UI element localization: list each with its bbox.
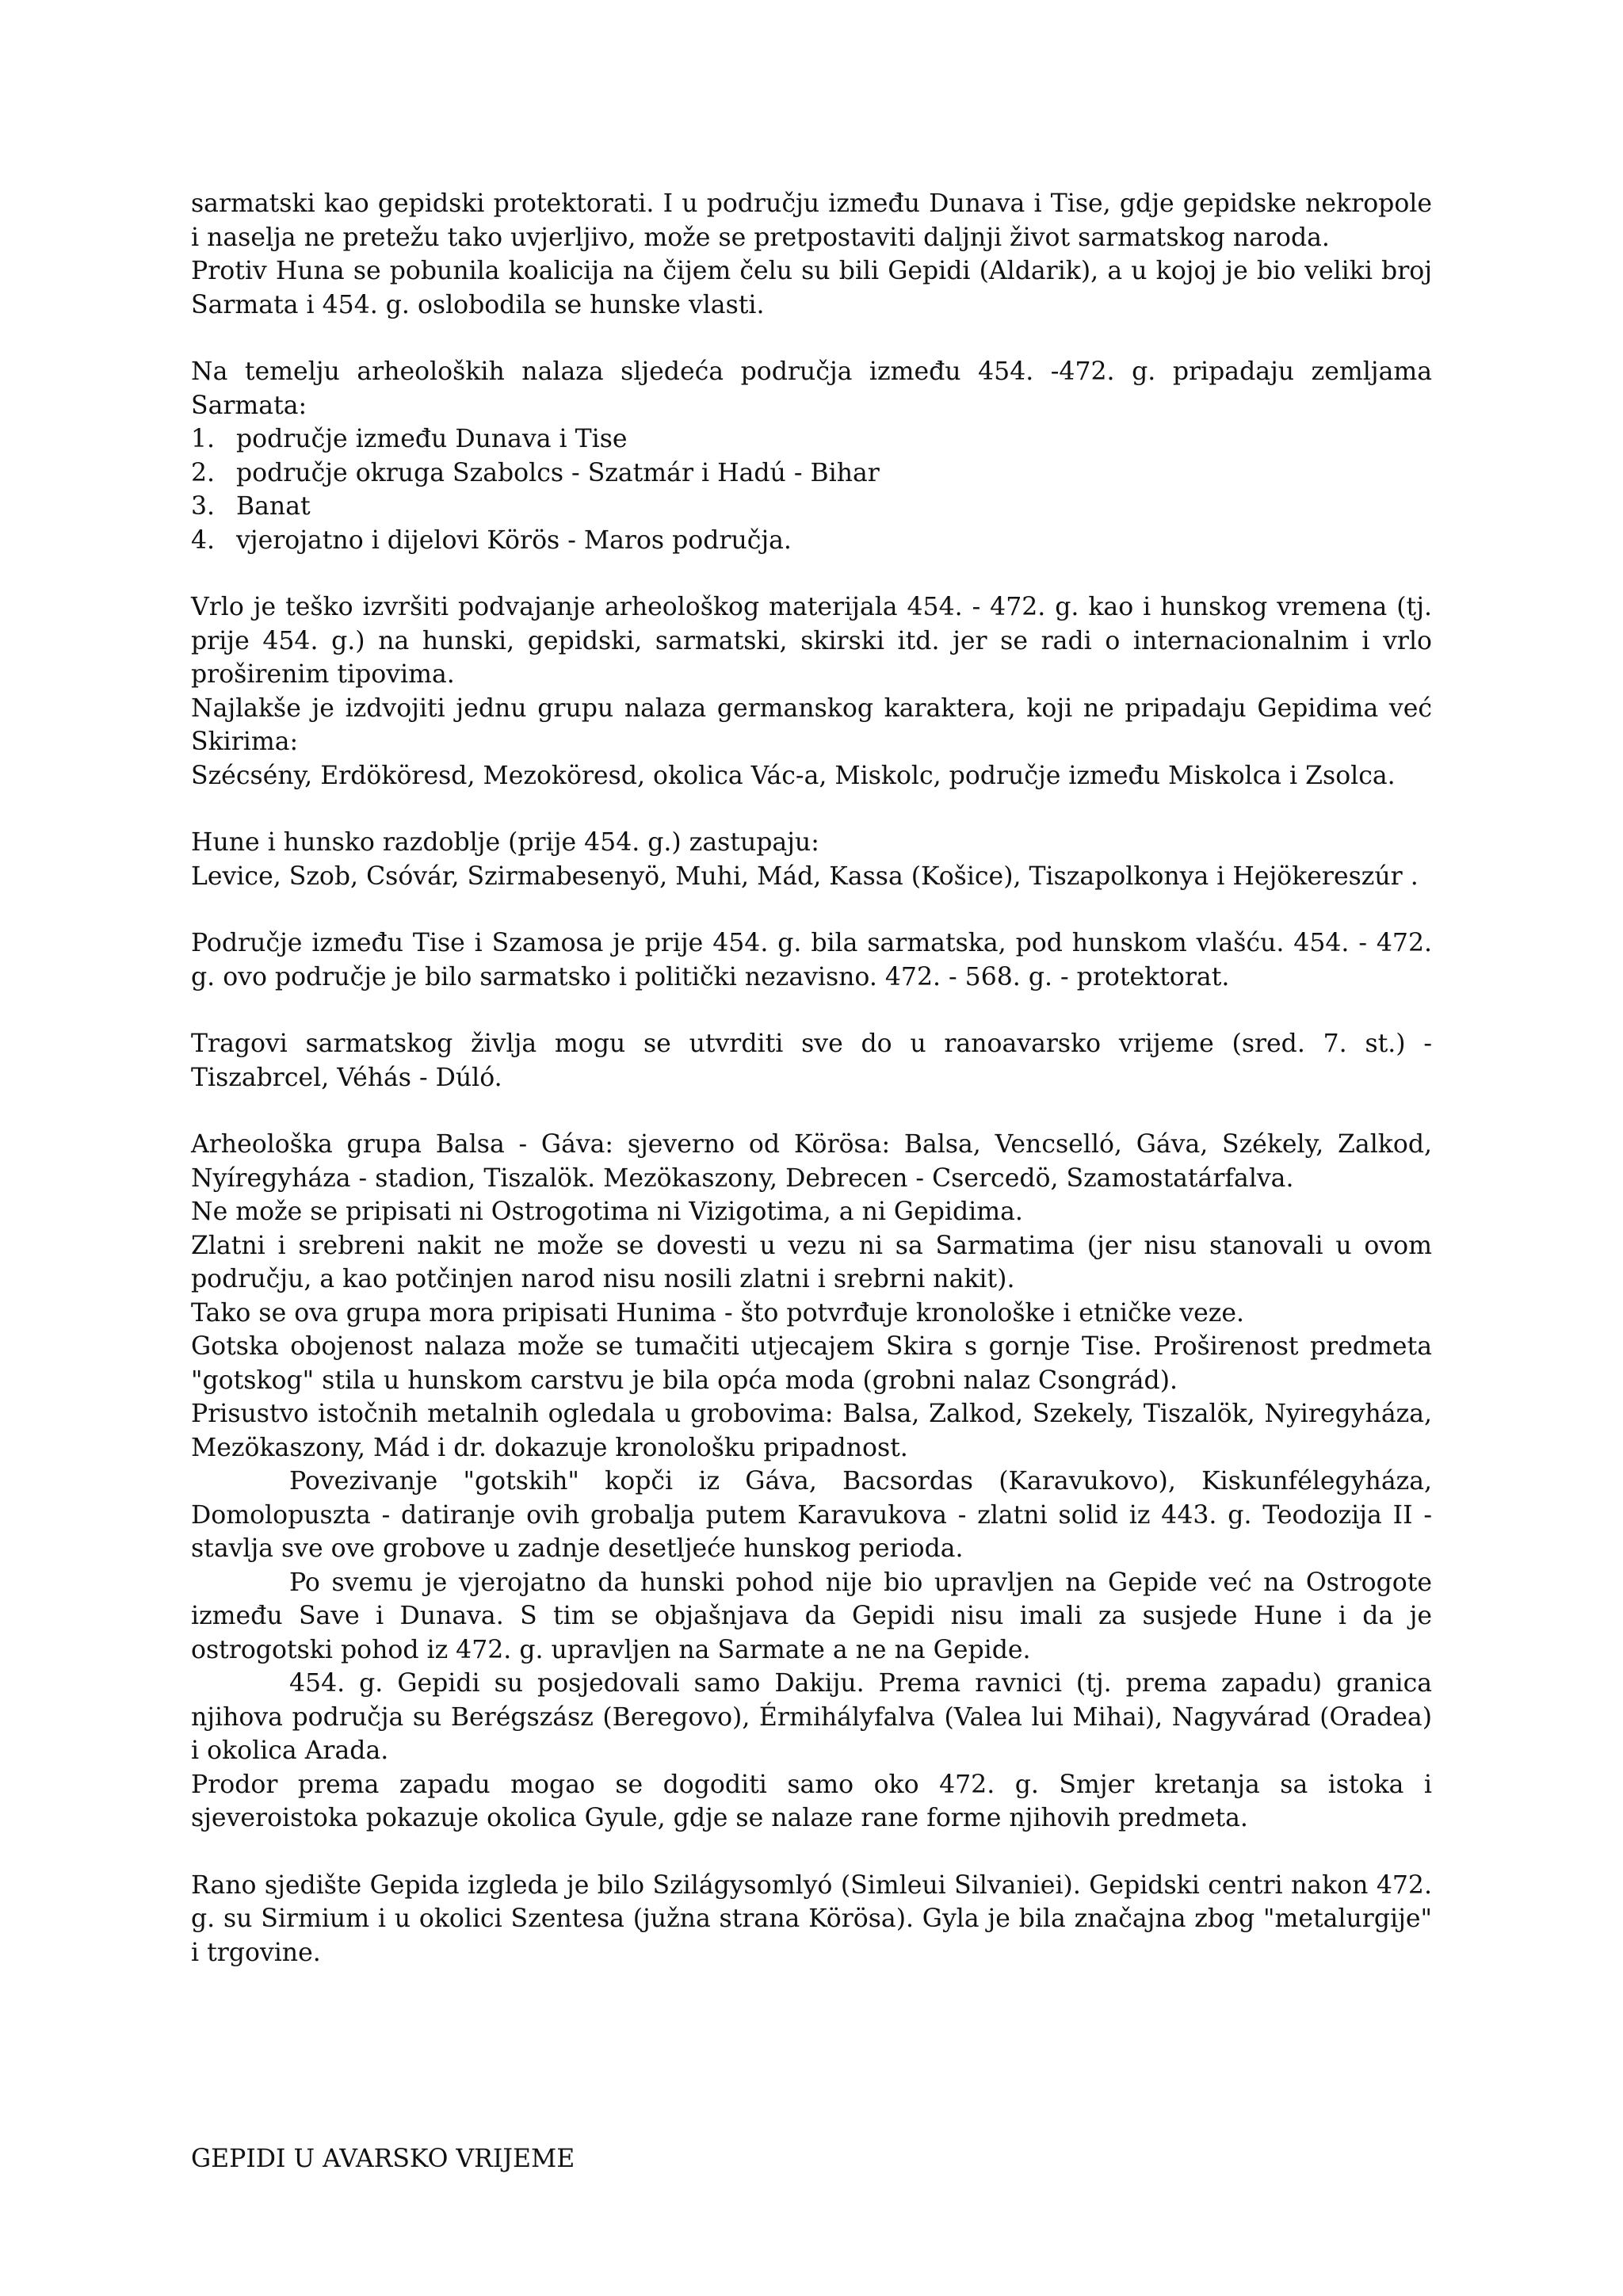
paragraph-spacer: [191, 1095, 1432, 1128]
list-text: vjerojatno i dijelovi Körös - Maros područja.: [236, 525, 792, 555]
indented-paragraph: 454. g. Gepidi su posjedovali samo Dakiju. Prema ravnici (tj. prema zapadu) granica njihova područja su Berégszász (Beregovo), Érmihályfalva (Valea lui Mihai), Nagyvárad (Oradea) i okolica Arada.: [191, 1669, 1432, 1765]
list-number: 4.: [191, 525, 216, 555]
paragraph-spacer: [191, 994, 1432, 1027]
paragraph: Gotska obojenost nalaza može se tumačiti utjecajem Skira s gornje Tise. Proširenost predmeta "gotskog" stila u hunskom carstvu je bila opća moda (grobni nalaz Csongrád).: [191, 1332, 1432, 1395]
paragraph: Rano sjedište Gepida izgleda je bilo Szilágysomlyó (Simleui Silvaniei). Gepidski centri nakon 472. g. su Sirmium i u okolici Szentesa (južna strana Körösa). Gyla je bila značajna zbog "metalurgije" i trgovine.: [191, 1870, 1432, 1967]
section-heading: GEPIDI U AVARSKO VRIJEME: [191, 2145, 575, 2173]
list-number: 2.: [191, 458, 216, 487]
list-item: [191, 490, 1432, 524]
list-number: 3.: [191, 492, 216, 521]
areas-list: [191, 422, 1432, 557]
document-body: [191, 187, 1432, 1969]
paragraph-spacer: [191, 557, 1432, 590]
paragraph: Područje između Tise i Szamosa je prije 454. g. bila sarmatska, pod hunskom vlašću. 454. - 472. g. ovo područje je bilo sarmatsko i politički nezavisno. 472. - 568. g. - protektorat.: [191, 929, 1432, 991]
list-item: [191, 524, 1432, 558]
paragraph-spacer: [191, 322, 1432, 355]
paragraph: Tako se ova grupa mora pripisati Hunima - što potvrđuje kronološke i etničke veze.: [191, 1298, 1245, 1328]
list-item: [191, 457, 1432, 491]
paragraph: Prisustvo istočnih metalnih ogledala u grobovima: Balsa, Zalkod, Szekely, Tiszalök, Nyiregyháza, Mezökaszony, Mád i dr. dokazuje kronološku pripadnost.: [191, 1400, 1432, 1462]
indented-paragraph: Po svemu je vjerojatno da hunski pohod nije bio upravljen na Gepide već na Ostrogote između Save i Dunava. S tim se objašnjava da Gepidi nisu imali za susjede Hune i da je ostrogotski pohod iz 472. g. upravljen na Sarmate a ne na Gepide.: [191, 1568, 1432, 1664]
list-text: područje okruga Szabolcs - Szatmár i Hadú - Bihar: [236, 458, 880, 487]
paragraph: Levice, Szob, Csóvár, Szirmabesenyö, Muhi, Mád, Kassa (Košice), Tiszapolkonya i Hejökereszúr .: [191, 861, 1419, 891]
areas-intro: Na temelju arheoloških nalaza sljedeća područja između 454. -472. g. pripadaju zemljama Sarmata:: [191, 357, 1432, 420]
paragraph: Protiv Huna se pobunila koalicija na čijem čelu su bili Gepidi (Aldarik), a u kojoj je bio veliki broj Sarmata i 454. g. oslobodila se hunske vlasti.: [191, 257, 1432, 319]
paragraph-spacer: [191, 893, 1432, 926]
paragraph-spacer: [191, 1836, 1432, 1869]
paragraph: Zlatni i srebreni nakit ne može se dovesti u vezu ni sa Sarmatima (jer nisu stanovali u ovom području, a kao potčinjen narod nisu nosili zlatni i srebrni nakit).: [191, 1231, 1432, 1293]
paragraph: Szécsény, Erdököresd, Mezoköresd, okolica Vác-a, Miskolc, područje između Miskolca i Zsolca.: [191, 761, 1396, 790]
paragraph: Arheološka grupa Balsa - Gáva: sjeverno od Körösa: Balsa, Vencselló, Gáva, Székely, Zalkod, Nyíregyháza - stadion, Tiszalök. Mezökaszony, Debrecen - Csercedö, Szamostatárfalva.: [191, 1130, 1432, 1193]
paragraph: Hune i hunsko razdoblje (prije 454. g.) zastupaju:: [191, 828, 819, 857]
list-text: Banat: [236, 492, 311, 521]
indented-paragraph: Povezivanje "gotskih" kopči iz Gáva, Bacsordas (Karavukovo), Kiskunfélegyháza, Domolopuszta - datiranje ovih grobalja putem Karavukova - zlatni solid iz 443. g. Teodozija II - stavlja sve ove grobove u zadnje desetljeće hunskog perioda.: [191, 1467, 1432, 1563]
list-number: 1.: [191, 425, 216, 453]
paragraph: Vrlo je teško izvršiti podvajanje arheološkog materijala 454. - 472. g. kao i hunskog vremena (tj. prije 454. g.) na hunski, gepidski, sarmatski, skirski itd. jer se radi o internacionalnim i vrlo proširenim tipovima.: [191, 593, 1432, 689]
paragraph: Prodor prema zapadu mogao se dogoditi samo oko 472. g. Smjer kretanja sa istoka i sjeveroistoka pokazuje okolica Gyule, gdje se nalaze rane forme njihovih predmeta.: [191, 1770, 1432, 1832]
paragraph: Tragovi sarmatskog življa mogu se utvrditi sve do u ranoavarsko vrijeme (sred. 7. st.) - Tiszabrcel, Véhás - Dúló.: [191, 1030, 1432, 1092]
paragraph: Najlakše je izdvojiti jednu grupu nalaza germanskog karaktera, koji ne pripadaju Gepidima već Skirima:: [191, 693, 1432, 756]
paragraph: Ne može se pripisati ni Ostrogotima ni Vizigotima, a ni Gepidima.: [191, 1198, 1023, 1226]
paragraph: sarmatski kao gepidski protektorati. I u području između Dunava i Tise, gdje gepidske nekropole i naselja ne pretežu tako uvjerljivo, može se pretpostaviti daljnji život sarmatskog naroda.: [191, 189, 1432, 252]
paragraph-spacer: [191, 793, 1432, 826]
list-item: [191, 422, 1432, 457]
list-text: područje između Dunava i Tise: [236, 425, 628, 453]
